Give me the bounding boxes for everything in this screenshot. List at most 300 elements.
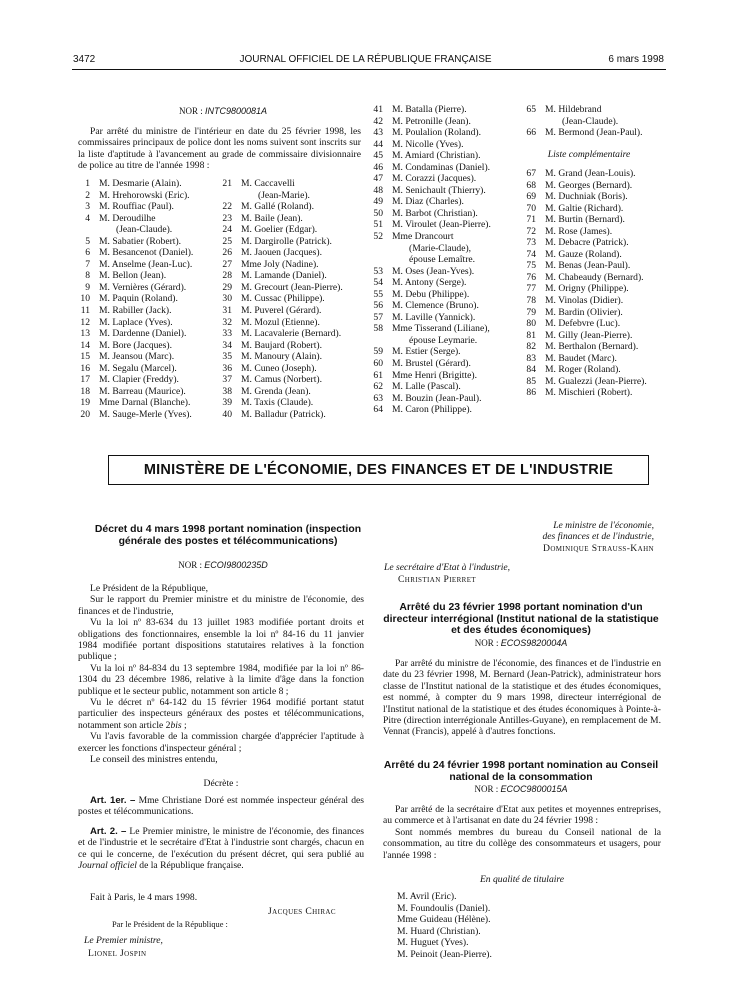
list-item-number: 71 xyxy=(526,214,536,226)
list-item-number: 30 xyxy=(222,293,232,305)
list-item-number: 46 xyxy=(373,161,383,173)
list-item xyxy=(371,289,491,301)
decret-paragraph: Le conseil des ministres entendu, xyxy=(90,754,218,766)
list-item xyxy=(78,305,193,317)
list-item xyxy=(78,374,193,386)
list-item xyxy=(524,295,647,307)
list-item-name: M. Grecourt (Jean-Pierre). xyxy=(241,281,343,293)
list-item-name: M. Taxis (Claude). xyxy=(241,397,314,409)
list-item-name: M. Gualezzi (Jean-Pierre). xyxy=(545,375,647,387)
list-item xyxy=(220,270,343,282)
list-item-name: M. Bellon (Jean). xyxy=(99,270,167,282)
list-item xyxy=(524,364,647,376)
list-item-name: M. Berthalon (Bernard). xyxy=(545,341,639,353)
list-item-number: 19 xyxy=(80,397,90,409)
arrete-1-nor: NOR : ECOS9820004A xyxy=(474,638,568,648)
list-item-number: 55 xyxy=(373,288,383,300)
list-item xyxy=(371,196,491,208)
list-item-name: M. Diaz (Charles). xyxy=(392,196,464,208)
list-item-number: 10 xyxy=(80,293,90,305)
list-item xyxy=(524,180,647,192)
list-item-name: M. Laville (Yannick). xyxy=(392,311,476,323)
minister-title-1: Le ministre de l'économie, xyxy=(553,520,654,531)
list-item-number: 24 xyxy=(222,224,232,236)
list-item-name: M. Viroulet (Jean-Pierre). xyxy=(392,219,491,231)
list-item-name: M. Batalla (Pierre). xyxy=(392,104,467,115)
list-item xyxy=(78,190,193,202)
list-item-name: M. Lamande (Daniel). xyxy=(241,270,327,282)
decret-paragraph: Vu l'avis favorable de la commission chargée d'apprécier l'aptitude à exercer les fonctions d'inspecteur général ; xyxy=(78,731,364,754)
list-item-name: M. Vernières (Gérard). xyxy=(99,281,187,293)
list-item-name: M. Rabiller (Jack). xyxy=(99,305,172,317)
list-column-3 xyxy=(371,104,491,416)
list-item-number: 80 xyxy=(526,318,536,330)
decret-paragraph: Vu la loi nº 83-634 du 13 juillet 1983 modifiée portant droits et obligations des fonctionnaires, ensemble la loi nº 84-16 du 11 janvier 1984 modifiée portant dispositions statutaires relatives à la fonction publique ; xyxy=(78,617,364,663)
list-item xyxy=(220,224,343,236)
list-item xyxy=(371,173,491,185)
list-item-name: M. Brustel (Gérard). xyxy=(392,358,471,370)
list-item-number: 41 xyxy=(373,104,383,115)
list-item-number: 1 xyxy=(85,178,90,189)
list-item xyxy=(524,307,647,319)
list-item-name: M. Petronille (Jean). xyxy=(392,115,471,127)
member-list xyxy=(397,891,492,960)
list-item-name: M. Lalle (Pascal). xyxy=(392,381,461,393)
list-item-number: 26 xyxy=(222,247,232,259)
list-item xyxy=(371,208,491,220)
list-item-name: M. Baudet (Marc). xyxy=(545,352,617,364)
list-item-number: 82 xyxy=(526,341,536,353)
list-item-name: Mme Darnal (Blanche). xyxy=(99,397,191,409)
decrete-line: Décrète : xyxy=(203,778,239,789)
list-item-number: 29 xyxy=(222,281,232,293)
list-item xyxy=(371,139,491,151)
list-item-number: 4 xyxy=(85,212,90,224)
list-item xyxy=(524,376,647,388)
list-item-number: 50 xyxy=(373,207,383,219)
journal-title: JOURNAL OFFICIEL DE LA RÉPUBLIQUE FRANÇAISE xyxy=(239,54,492,65)
list-item xyxy=(220,213,343,225)
list-item-number: 77 xyxy=(526,283,536,295)
list-item-number: 7 xyxy=(85,258,90,270)
member-item: M. Huard (Christian). xyxy=(397,925,481,937)
list-item-name: M. Estier (Serge). xyxy=(392,346,461,358)
list-item-name: Mme Henri (Brigitte). xyxy=(392,369,477,381)
list-item xyxy=(220,236,343,248)
list-item-number: 17 xyxy=(80,374,90,386)
list-item-number: 37 xyxy=(222,374,232,386)
arrete-2-text: Par arrêté de la secrétaire d'Etat aux petites et moyennes entreprises, au commerce et à l'artisanat en date du 24 février 1998 : Sont nommés membres du bureau du Conseil national de la consommation, au titre du collège des consommateurs et usagers, pour l'année 1998 : xyxy=(383,804,661,861)
list-item xyxy=(524,353,647,365)
article-1: Art. 1er. – Mme Christiane Doré est nommée inspecteur général des postes et télécommunications. xyxy=(78,795,364,818)
list-item-name: M. Galtie (Richard). xyxy=(545,202,624,214)
list-item xyxy=(78,386,193,398)
list-item xyxy=(371,300,491,312)
list-item-number: 47 xyxy=(373,173,383,185)
list-item xyxy=(78,236,193,248)
list-item-number: 84 xyxy=(526,364,536,376)
list-item xyxy=(524,283,647,295)
list-item xyxy=(371,231,491,243)
list-item-name: Mme Drancourt xyxy=(392,231,454,243)
list-item xyxy=(78,409,193,421)
list-item-name: M. Balladur (Patrick). xyxy=(241,408,326,420)
list-item-name: M. Mischieri (Robert). xyxy=(545,387,633,399)
list-item xyxy=(220,305,343,317)
list-item-number: 45 xyxy=(373,150,383,162)
list-item xyxy=(220,247,343,259)
member-item: M. Huguet (Yves). xyxy=(397,937,469,949)
list-item-number: 76 xyxy=(526,271,536,283)
list-item xyxy=(220,397,343,409)
list-item xyxy=(524,104,643,116)
minister-title-2: des finances et de l'industrie, xyxy=(542,531,654,542)
list-item-number: 74 xyxy=(526,248,536,260)
list-item xyxy=(524,237,647,249)
list-item-number: 21 xyxy=(222,178,232,189)
list-item-name: M. Laplace (Yves). xyxy=(99,316,173,328)
list-item-name: M. Lacavalerie (Bernard). xyxy=(241,328,342,340)
list-item-name: M. Bouzin (Jean-Paul). xyxy=(392,392,482,404)
list-item-name: M. Caron (Philippe). xyxy=(392,404,472,416)
list-item-number: 65 xyxy=(526,104,536,115)
arrete-2-title: Arrêté du 24 février 1998 portant nomination au Conseil national de la consommation xyxy=(383,760,659,783)
list-item xyxy=(371,312,491,324)
list-item-name: M. Grand (Jean-Louis). xyxy=(545,168,636,179)
list-item-number: 11 xyxy=(80,305,90,317)
arrete-1-text: Par arrêté du ministre de l'économie, des finances et de l'industrie en date du 23 février 1998, M. Bernard (Jean-Patrick), administrateur hors classe de l'Institut national de la statistique et des études économiques, est nommé, à compter du 9 mars 1998, directeur interrégional de l'Institut national de la statistique et des études économiques à Pointe-à-Pitre (direction interrégionale Antilles-Guyane), en remplacement de M. Vennat (Francis), appelé à d'autres fonctions. xyxy=(383,658,661,738)
list-item-number: 85 xyxy=(526,375,536,387)
list-item-name: M. Senichault (Thierry). xyxy=(392,184,486,196)
list-item-name: M. Corazzi (Jacques). xyxy=(392,173,477,185)
list-item-number: 68 xyxy=(526,179,536,191)
nor-line: NOR : INTC9800081A xyxy=(178,106,268,116)
list-item xyxy=(220,409,343,421)
list-item-number: 51 xyxy=(373,219,383,231)
list-item xyxy=(220,293,343,305)
list-item-name: M. Grenda (Jean). xyxy=(241,385,311,397)
list-item-continuation: épouse Leymarie. xyxy=(409,334,478,346)
list-item-number: 83 xyxy=(526,352,536,364)
list-item xyxy=(524,249,647,261)
list-item xyxy=(371,393,491,405)
list-item-name: M. Barreau (Maurice). xyxy=(99,385,186,397)
list-item xyxy=(220,259,343,271)
list-item-name: M. Barbot (Christian). xyxy=(392,207,478,219)
list-item xyxy=(371,185,491,197)
list-item-number: 13 xyxy=(80,328,90,340)
issue-date: 6 mars 1998 xyxy=(608,54,664,65)
list-item-number: 31 xyxy=(222,305,232,317)
list-item-name: M. Goelier (Edgar). xyxy=(241,224,318,236)
list-item-number: 81 xyxy=(526,329,536,341)
pm-title: Le Premier ministre, xyxy=(84,935,163,946)
list-item-number: 44 xyxy=(373,138,383,150)
list-item xyxy=(371,346,491,358)
done-at: Fait à Paris, le 4 mars 1998. xyxy=(90,892,198,903)
list-item-name: M. Paquin (Roland). xyxy=(99,293,178,305)
list-item-name: M. Benas (Jean-Paul). xyxy=(545,260,631,272)
list-item-number: 40 xyxy=(222,408,232,420)
list-item-name: M. Gauze (Roland). xyxy=(545,248,622,260)
list-item-continuation: (Jean-Claude). xyxy=(562,115,619,127)
list-item-number: 48 xyxy=(373,184,383,196)
page-number: 3472 xyxy=(73,54,96,65)
list-item-number: 60 xyxy=(373,358,383,370)
list-item xyxy=(220,351,343,363)
list-item xyxy=(78,282,193,294)
list-item-number: 62 xyxy=(373,381,383,393)
member-item: M. Foundoulis (Daniel). xyxy=(397,902,491,914)
list-item xyxy=(371,162,491,174)
list-item-number: 67 xyxy=(526,168,536,179)
list-item-number: 8 xyxy=(85,270,90,282)
list-item-name: M. Manoury (Alain). xyxy=(241,351,322,363)
list-item-name: M. Amiard (Christian). xyxy=(392,150,481,162)
list-column-4 xyxy=(524,104,643,139)
list-item-name: M. Desmarie (Alain). xyxy=(99,178,182,189)
list-item-name: M. Defebvre (Luc). xyxy=(545,318,621,330)
list-item xyxy=(78,270,193,282)
list-item-continuation: (Jean-Marie). xyxy=(258,189,310,201)
arrete-1-title: Arrêté du 23 février 1998 portant nomination d'un directeur interrégional (Institut national de la statistique et des études économiques) xyxy=(383,602,659,636)
list-item-name: M. Bardin (Olivier). xyxy=(545,306,623,318)
list-item-number: 3 xyxy=(85,201,90,213)
list-item-number: 38 xyxy=(222,385,232,397)
list-item xyxy=(220,317,343,329)
list-item-number: 52 xyxy=(373,231,383,243)
list-item-name: M. Jeansou (Marc). xyxy=(99,351,175,363)
secretary-name: Christian Pierret xyxy=(398,574,477,585)
list-item-number: 56 xyxy=(373,300,383,312)
list-item-name: M. Antony (Serge). xyxy=(392,277,467,289)
decret-nor: NOR : ECOI9800235D xyxy=(178,560,268,570)
list-item xyxy=(371,219,491,231)
list-item xyxy=(220,374,343,386)
list-column-2 xyxy=(220,178,343,420)
list-item xyxy=(78,213,193,225)
list-item-number: 25 xyxy=(222,235,232,247)
list-item-name: M. Cussac (Philippe). xyxy=(241,293,325,305)
list-item xyxy=(371,404,491,416)
list-item xyxy=(524,127,643,139)
list-item-number: 61 xyxy=(373,369,383,381)
list-item-number: 12 xyxy=(80,316,90,328)
list-item-number: 78 xyxy=(526,295,536,307)
list-item xyxy=(371,358,491,370)
list-item-name: M. Bore (Jacques). xyxy=(99,339,172,351)
list-item xyxy=(524,191,647,203)
list-item xyxy=(78,317,193,329)
list-item xyxy=(524,318,647,330)
list-item-name: M. Clemence (Bruno). xyxy=(392,300,479,312)
by-president: Par le Président de la République : xyxy=(112,920,228,929)
list-item-name: M. Clapier (Freddy). xyxy=(99,374,179,386)
list-item-name: M. Origny (Philippe). xyxy=(545,283,629,295)
list-item-number: 15 xyxy=(80,351,90,363)
complementary-list xyxy=(524,168,647,399)
list-item-number: 16 xyxy=(80,362,90,374)
list-item-number: 66 xyxy=(526,127,536,139)
list-item-name: M. Dardenne (Daniel). xyxy=(99,328,187,340)
list-item-name: Mme Tisserand (Liliane), xyxy=(392,323,490,335)
list-item xyxy=(78,201,193,213)
list-item-number: 49 xyxy=(373,196,383,208)
list-item-number: 9 xyxy=(85,281,90,293)
list-item-number: 42 xyxy=(373,115,383,127)
list-item xyxy=(78,351,193,363)
list-item xyxy=(371,381,491,393)
list-item-continuation: épouse Lemaître. xyxy=(409,254,476,266)
article-2-text: Le Premier ministre, le ministre de l'économie, des finances et de l'industrie et le secrétaire d'Etat à l'industrie sont chargés, chacun en ce qui le concerne, de l'exécution du présent décret, qui sera publié au Journal officiel de la République française. xyxy=(78,826,364,872)
list-item-number: 6 xyxy=(85,247,90,259)
list-item-name: M. Gallé (Roland). xyxy=(241,201,315,213)
list-item-number: 5 xyxy=(85,235,90,247)
list-item xyxy=(371,150,491,162)
list-item-number: 59 xyxy=(373,346,383,358)
list-item-name: M. Poulalion (Roland). xyxy=(392,127,482,139)
list-item-number: 75 xyxy=(526,260,536,272)
list-item-name: M. Chabeaudy (Bernard). xyxy=(545,271,644,283)
list-item-name: M. Condaminas (Daniel). xyxy=(392,161,491,173)
list-item xyxy=(220,340,343,352)
list-item-name: M. Sauge-Merle (Yves). xyxy=(99,408,192,420)
list-item xyxy=(371,370,491,382)
list-item xyxy=(371,104,491,116)
list-item-name: M. Anselme (Jean-Luc). xyxy=(99,258,193,270)
list-column-1 xyxy=(78,178,193,420)
list-item-number: 28 xyxy=(222,270,232,282)
arrete-2-nor: NOR : ECOC9800015A xyxy=(474,784,568,794)
list-item-number: 14 xyxy=(80,339,90,351)
list-item xyxy=(371,277,491,289)
list-item-name: M. Puverel (Gérard). xyxy=(241,305,322,317)
list-item xyxy=(524,272,647,284)
list-item-number: 79 xyxy=(526,306,536,318)
decret-paragraph: Vu la loi nº 84-834 du 13 septembre 1984, modifiée par la loi nº 86-1304 du 23 décembre 1986, relative à la limite d'âge dans la fonction publique et le secteur public, notamment son article 8 ; xyxy=(78,662,364,697)
list-item-number: 70 xyxy=(526,202,536,214)
decret-body xyxy=(78,583,364,766)
list-item-number: 39 xyxy=(222,397,232,409)
list-item xyxy=(78,178,193,190)
list-item xyxy=(78,340,193,352)
list-item-number: 32 xyxy=(222,316,232,328)
list-item-name: M. Sabatier (Robert). xyxy=(99,235,182,247)
minister-name: Dominique Strauss-Kahn xyxy=(543,543,654,554)
list-item-number: 64 xyxy=(373,404,383,416)
signer-president: Jacques Chirac xyxy=(268,906,336,917)
list-item xyxy=(78,247,193,259)
list-item xyxy=(220,363,343,375)
member-item: M. Peinoit (Jean-Pierre). xyxy=(397,948,492,960)
pm-name: Lionel Jospin xyxy=(88,948,147,959)
list-item-name: M. Jaouen (Jacques). xyxy=(241,247,322,259)
list-item xyxy=(524,226,647,238)
list-item-name: M. Duchniak (Boris). xyxy=(545,191,628,203)
list-item xyxy=(371,127,491,139)
list-item-number: 58 xyxy=(373,323,383,335)
decret-paragraph: Le Président de la République, xyxy=(90,583,209,594)
nor-code: INTC9800081A xyxy=(204,106,268,116)
list-item-name: M. Burtin (Bernard). xyxy=(545,214,625,226)
list-item-name: M. Mozul (Etienne). xyxy=(241,316,320,328)
list-item-name: M. Deroudilhe xyxy=(99,212,156,224)
list-item-number: 72 xyxy=(526,225,536,237)
list-item-number: 22 xyxy=(222,201,232,213)
list-item-name: Mme Joly (Nadine). xyxy=(241,258,319,270)
header-rule xyxy=(72,69,666,70)
list-item xyxy=(524,214,647,226)
list-item-number: 86 xyxy=(526,387,536,399)
list-item-name: M. Roger (Roland). xyxy=(545,364,621,376)
list-item-number: 53 xyxy=(373,265,383,277)
list-item-continuation: (Jean-Claude). xyxy=(116,224,173,236)
list-item-name: M. Hrehorowski (Eric). xyxy=(99,189,190,201)
list-item-number: 27 xyxy=(222,258,232,270)
list-item-name: M. Bermond (Jean-Paul). xyxy=(545,127,643,139)
list-item-number: 18 xyxy=(80,385,90,397)
complementary-list-title: Liste complémentaire xyxy=(547,149,631,160)
list-item-number: 63 xyxy=(373,392,383,404)
intro-paragraph: Par arrêté du ministre de l'intérieur en date du 25 février 1998, les commissaires principaux de police dont les noms suivent sont inscrits sur la liste d'aptitude à l'avancement au grade de commissaire divisionnaire de police au titre de l'année 1998 : xyxy=(78,126,361,172)
member-item: Mme Guideau (Hélène). xyxy=(397,914,491,926)
ministry-heading: MINISTÈRE DE L'ÉCONOMIE, DES FINANCES ET DE L'INDUSTRIE xyxy=(108,455,649,485)
arrete-2-subtitle: En qualité de titulaire xyxy=(479,874,565,885)
list-item-name: M. Debu (Philippe). xyxy=(392,288,470,300)
list-item-name: M. Rouffiac (Paul). xyxy=(99,201,174,213)
list-item xyxy=(220,386,343,398)
decret-title: Décret du 4 mars 1998 portant nomination (inspection générale des postes et télécommunications) xyxy=(94,524,362,547)
list-item xyxy=(524,203,647,215)
list-item-name: M. Segalu (Marcel). xyxy=(99,362,177,374)
list-item-name: M. Besancenot (Daniel). xyxy=(99,247,194,259)
list-item-continuation: (Marie-Claude), xyxy=(409,242,472,254)
list-item-name: M. Vinolas (Didier). xyxy=(545,295,624,307)
list-item-name: M. Gilly (Jean-Pierre). xyxy=(545,329,633,341)
list-item xyxy=(371,323,491,335)
list-item xyxy=(524,168,647,180)
list-item-number: 73 xyxy=(526,237,536,249)
secretary-title: Le secrétaire d'Etat à l'industrie, xyxy=(384,562,511,573)
list-item-name: M. Rose (James). xyxy=(545,225,613,237)
decret-paragraph: Sur le rapport du Premier ministre et du ministre de l'économie, des finances et de l'industrie, xyxy=(78,594,364,617)
list-item xyxy=(220,328,343,340)
list-item-number: 57 xyxy=(373,311,383,323)
list-item xyxy=(220,282,343,294)
list-item-number: 2 xyxy=(85,189,90,201)
decret-paragraph: Vu le décret nº 64-142 du 15 février 1964 modifié portant statut particulier des inspecteurs généraux des postes et télécommunications, notamment son article 2bis ; xyxy=(78,697,364,731)
list-item xyxy=(524,387,647,399)
list-item xyxy=(524,341,647,353)
list-item-name: M. Debacre (Patrick). xyxy=(545,237,629,249)
list-item-name: M. Dargirolle (Patrick). xyxy=(241,235,332,247)
list-item xyxy=(78,328,193,340)
list-item-name: M. Oses (Jean-Yves). xyxy=(392,265,475,277)
list-item xyxy=(524,260,647,272)
list-item xyxy=(78,259,193,271)
list-item xyxy=(78,363,193,375)
article-2: Art. 2. – Le Premier ministre, le ministre de l'économie, des finances et de l'industrie et le secrétaire d'Etat à l'industrie sont chargés, chacun en ce qui le concerne, de l'exécution du présent décret, qui sera publié au Journal officiel de la République française. xyxy=(78,826,364,872)
list-item-number: 35 xyxy=(222,351,232,363)
list-item xyxy=(78,397,193,409)
list-item-name: M. Camus (Norbert). xyxy=(241,374,322,386)
member-item: M. Avril (Eric). xyxy=(397,891,457,902)
list-item xyxy=(220,178,343,190)
list-item-name: M. Baujard (Robert). xyxy=(241,339,322,351)
list-item-number: 34 xyxy=(222,339,232,351)
list-item-name: M. Baile (Jean). xyxy=(241,212,303,224)
list-item-number: 23 xyxy=(222,212,232,224)
